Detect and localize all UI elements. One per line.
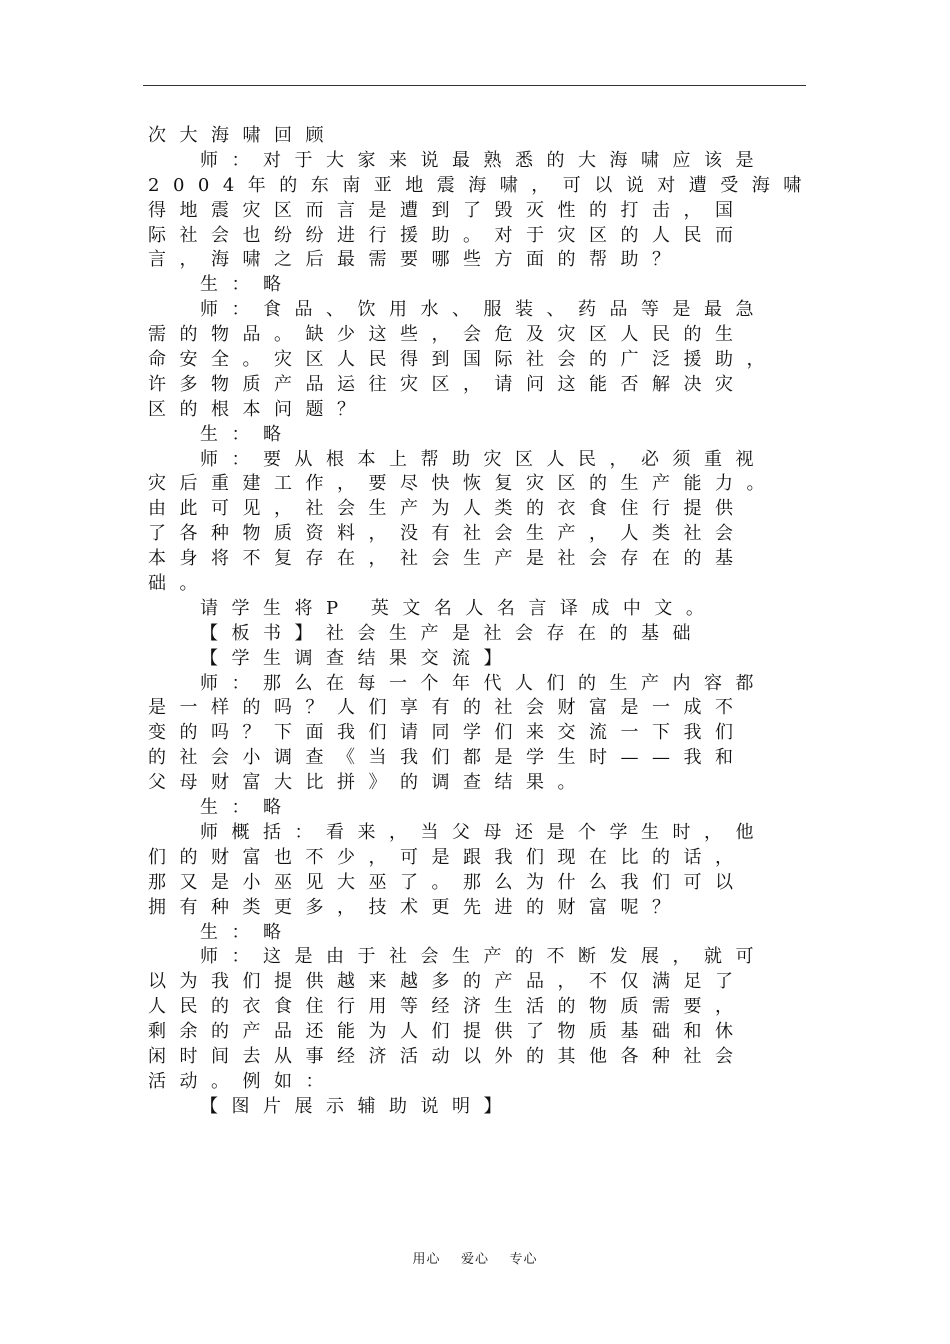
- text-line: 许多物质产品运往灾区，请问这能否解决灾: [148, 373, 747, 395]
- header-rule: [143, 85, 806, 86]
- text-line: 闲时间去从事经济活动以外的其他各种社会: [148, 1045, 747, 1067]
- text-line: 次大海啸回顾: [148, 125, 337, 146]
- text-line: 剩余的产品还能为人们提供了物质基础和休: [148, 1021, 747, 1043]
- text-line: 本身将不复存在，社会生产是社会存在的基: [148, 548, 747, 570]
- text-line: 师：那么在每一个年代人们的生产内容都: [200, 672, 767, 694]
- text-line: 那又是小巫见大巫了。那么为什么我们可以: [148, 871, 747, 893]
- text-line: 人民的衣食住行用等经济生活的物质需要，: [148, 996, 747, 1018]
- text-line: 言，海啸之后最需要哪些方面的帮助？: [148, 249, 684, 271]
- text-line: 活动。例如：: [148, 1070, 337, 1092]
- text-line: 师：对于大家来说最熟悉的大海啸应该是: [200, 149, 767, 171]
- page-footer: 用心 爱心 专心: [412, 1252, 538, 1267]
- text-line: 师概括：看来，当父母还是个学生时，他: [200, 821, 767, 843]
- text-line: 需的物品。缺少这些，会危及灾区人民的生: [148, 324, 747, 346]
- text-line: 是一样的吗？人们享有的社会财富是一成不: [148, 697, 747, 719]
- text-line: 灾后重建工作，要尽快恢复灾区的生产能力。: [148, 473, 778, 495]
- text-line: 际社会也纷纷进行援助。对于灾区的人民而: [148, 224, 747, 246]
- text-line: 得地震灾区而言是遭到了毁灭性的打击，国: [148, 199, 747, 221]
- text-line: 请学生将P 英文名人名言译成中文。: [200, 597, 718, 619]
- text-line: 师：食品、饮用水、服装、药品等是最急: [200, 299, 767, 321]
- text-line: 了各种物质资料，没有社会生产，人类社会: [148, 523, 747, 545]
- text-line: 由此可见，社会生产为人类的衣食住行提供: [148, 498, 747, 520]
- text-line: 父母财富大比拼》的调查结果。: [148, 772, 589, 794]
- text-line: 【板书】社会生产是社会存在的基础: [200, 622, 704, 644]
- text-line: 础。: [148, 573, 211, 595]
- text-line: 生：略: [200, 921, 295, 943]
- text-line: 生：略: [200, 797, 295, 819]
- text-line: 【图片展示辅助说明】: [200, 1095, 515, 1117]
- text-line: 生：略: [200, 274, 295, 296]
- text-line: 师：要从根本上帮助灾区人民，必须重视: [200, 448, 767, 470]
- text-line: 以为我们提供越来越多的产品，不仅满足了: [148, 971, 747, 993]
- document-body: [148, 124, 815, 1120]
- text-line: 生：略: [200, 423, 295, 445]
- text-line: 命安全。灾区人民得到国际社会的广泛援助，: [148, 349, 778, 371]
- text-line: 拥有种类更多，技术更先进的财富呢？: [148, 896, 684, 918]
- text-line: 2004年的东南亚地震海啸，可以说对遭受海啸: [148, 174, 815, 196]
- text-line: 区的根本问题？: [148, 398, 369, 420]
- text-line: 的社会小调查《当我们都是学生时——我和: [148, 747, 747, 769]
- text-line: 们的财富也不少，可是跟我们现在比的话，: [148, 846, 747, 868]
- text-line: 变的吗？下面我们请同学们来交流一下我们: [148, 722, 747, 744]
- text-line: 师：这是由于社会生产的不断发展，就可: [200, 946, 767, 968]
- text-line: 【学生调查结果交流】: [200, 647, 515, 669]
